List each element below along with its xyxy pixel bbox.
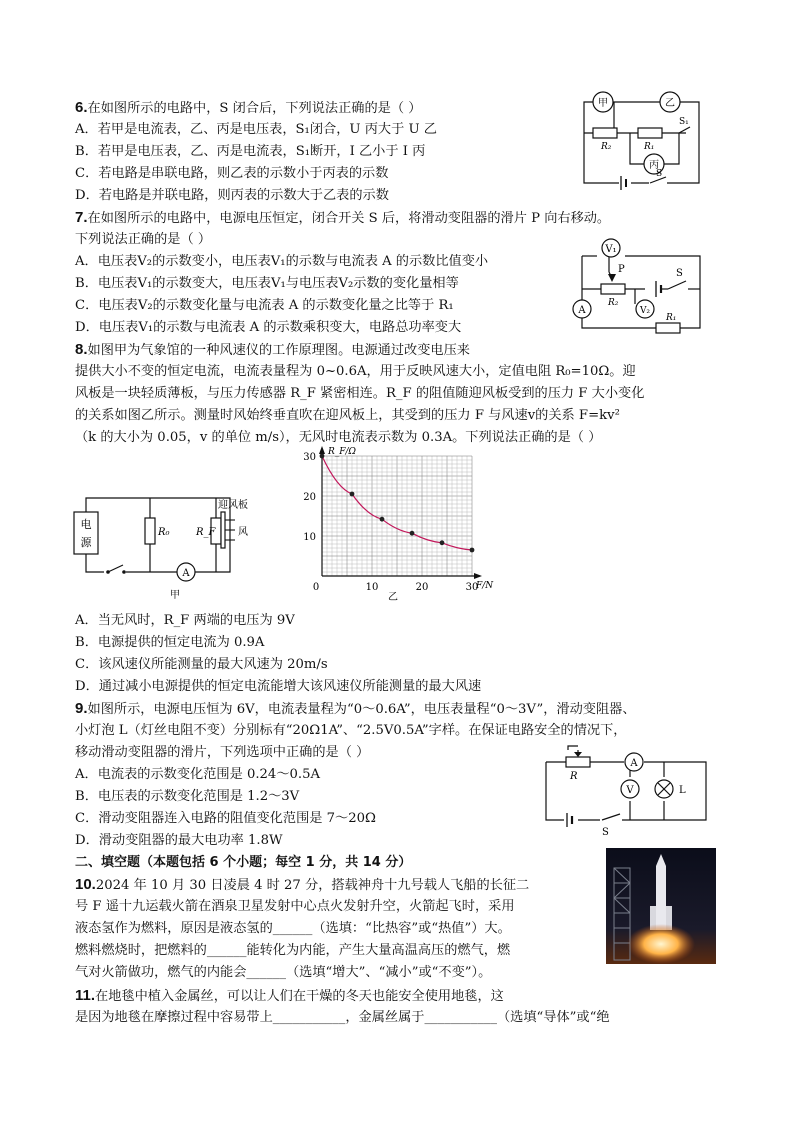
q9-r-label: R	[570, 771, 578, 782]
q6-meter-yi-label: 乙	[665, 98, 675, 109]
chart-y-tick-label: 20	[303, 492, 316, 503]
q7-number: 7.	[75, 209, 88, 226]
q7-ammeter-label: A	[578, 305, 586, 316]
q7-r2-label: R₂	[608, 298, 619, 308]
q6-stem: 在如图所示的电路中，S 闭合后，下列说法正确的是（ ）	[87, 101, 422, 116]
q8-line3: 风板是一块轻质薄板，与压力传感器 R_F 紧密相连。R_F 的阻值随迎风板受到的压力 F 大小变化	[75, 386, 645, 401]
chart-x-tick-label: 20	[415, 582, 429, 593]
q8-line5: （k 的大小为 0.05，v 的单位 m/s），无风时电流表示数为 0.3A。下列说法正确的是（ ）	[75, 430, 602, 445]
q8-option-c[interactable]: C．该风速仪所能测量的最大风速为 20m/s	[75, 657, 328, 672]
q10-line1	[75, 875, 529, 895]
q9-text-line1: 如图所示，电源电压恒为 6V，电流表量程为“0～0.6A”，电压表量程“0～3V”，滑动变阻器、	[87, 702, 636, 717]
q11-line2: 是因为地毯在摩擦过程中容易带上___________，金属丝属于___________（选填“导体”或“绝	[75, 1010, 610, 1025]
q6-s-label: S	[656, 169, 663, 179]
q6-option-b[interactable]: B．若甲是电压表，乙、丙是电流表，S₁断开，I 乙小于 I 丙	[75, 144, 426, 159]
q8-board-label: 迎风板	[218, 500, 248, 511]
q9-option-b[interactable]: B．电压表的示数变化范围是 1.2～3V	[75, 789, 300, 804]
q6-option-c[interactable]: C．若电路是串联电路，则乙表的示数小于丙表的示数	[75, 166, 389, 181]
chart-x-tick-label: 30	[465, 582, 479, 593]
q9-voltmeter-label: V	[626, 785, 634, 796]
q6-meter-jia-label: 甲	[598, 98, 608, 109]
q11-number: 11.	[75, 987, 96, 1004]
q6-option-d[interactable]: D．若电路是并联电路，则丙表的示数大于乙表的示数	[75, 188, 389, 203]
q10-line3: 液态氢作为燃料，原因是液态氢的______（选填：“比热容”或“热值”）大。	[75, 921, 511, 936]
chart-x-tick-label: 10	[365, 582, 379, 593]
q8-option-a[interactable]: A．当无风时，R_F 两端的电压为 9V	[75, 613, 295, 628]
q9-line2: 小灯泡 L（灯丝电阻不变）分别标有“20Ω1A”、“2.5V0.5A”字样。在保证电路安全的情况下，	[75, 723, 627, 738]
q7-stem1: 在如图所示的电路中，电源电压恒定，闭合开关 S 后，将滑动变阻器的滑片 P 向右移动。	[87, 211, 611, 226]
section-2-heading: 二、填空题（本题包括 6 个小题；每空 1 分，共 14 分）	[75, 855, 412, 870]
q8-line1	[75, 340, 470, 360]
q11-line1	[75, 986, 504, 1006]
q9-circuit-figure	[538, 742, 713, 838]
q9-line1	[75, 699, 636, 719]
chart-point	[380, 517, 385, 522]
q9-line3: 移动滑动变阻器的滑片，下列选项中正确的是（ ）	[75, 745, 370, 760]
q8-ammeter-label: A	[182, 568, 190, 579]
q8-option-b[interactable]: B．电源提供的恒定电流为 0.9A	[75, 635, 265, 650]
q7-stem-line1	[75, 208, 610, 228]
chart-point	[470, 548, 475, 553]
q6-number: 6.	[75, 99, 88, 116]
q6-circuit-figure	[574, 88, 714, 200]
q8-r0-label: R₀	[158, 527, 170, 538]
q6-stem-line	[75, 98, 421, 118]
q8-text-line1: 如图甲为气象馆的一种风速仪的工作原理图。电源通过改变电压来	[87, 343, 470, 358]
q8-chart-figure	[292, 442, 512, 604]
q10-text-line1: 2024 年 10 月 30 日凌晨 4 时 27 分，搭载神舟十九号载人飞船的长征二	[95, 878, 530, 893]
q7-option-a[interactable]: A．电压表V₂的示数变小，电压表V₁的示数与电流表 A 的示数比值变小	[75, 254, 489, 269]
q7-slider-p-label: P	[618, 264, 625, 275]
q8-option-d[interactable]: D．通过减小电源提供的恒定电流能增大该风速仪所能测量的最大风速	[75, 679, 482, 694]
q8-wind-label: 风	[238, 527, 248, 538]
q7-r1-label: R₁	[666, 313, 677, 323]
chart-point	[320, 454, 325, 459]
q6-meter-bing-label: 丙	[649, 160, 659, 171]
q7-option-d[interactable]: D．电压表V₁的示数与电流表 A 的示数乘积变大，电路总功率变大	[75, 320, 462, 335]
q6-r2-label: R₂	[601, 142, 612, 152]
q10-line5: 气对火箭做功，燃气的内能会______（选填“增大”、“减小”或“不变”）。	[75, 965, 492, 980]
q8-line2: 提供大小不变的恒定电流，电流表量程为 0~0.6A，用于反映风速大小，定值电阻 R₀=10Ω。迎	[75, 364, 636, 379]
q8-source-top-char: 电	[80, 518, 92, 531]
q6-r1-label: R₁	[644, 142, 655, 152]
q8-source-bottom-char: 源	[80, 536, 92, 549]
q6-option-a[interactable]: A．若甲是电流表，乙、丙是电压表，S₁闭合，U 丙大于 U 乙	[75, 122, 437, 137]
chart-xlabel: F/N	[476, 581, 494, 591]
q7-v2-label: V₂	[639, 306, 651, 316]
q9-number: 9.	[75, 700, 88, 717]
q8-figure-jia	[70, 490, 270, 602]
q8-number: 8.	[75, 341, 88, 358]
q7-option-c[interactable]: C．电压表V₂的示数变化量与电流表 A 的示数变化量之比等于 R₁	[75, 298, 454, 313]
q7-option-b[interactable]: B．电压表V₁的示数变大，电压表V₁与电压表V₂示数的变化量相等	[75, 276, 459, 291]
q9-lamp-label: L	[679, 785, 686, 796]
q7-stem-line2: 下列说法正确的是（ ）	[75, 232, 212, 247]
q7-v1-label: V₁	[605, 244, 617, 255]
q9-ammeter-label: A	[630, 758, 638, 769]
q6-s1-label: S₁	[679, 117, 689, 127]
chart-point	[350, 492, 355, 497]
q9-switch-label: S	[602, 827, 609, 838]
q9-option-d[interactable]: D．滑动变阻器的最大电功率 1.8W	[75, 833, 283, 848]
q8-line4: 的关系如图乙所示。测量时风始终垂直吹在迎风板上，其受到的压力 F 与风速v的关系 F=kv²	[75, 408, 620, 423]
chart-x-tick-label: 0	[312, 582, 320, 593]
q11-text-line1: 在地毯中植入金属丝，可以让人们在干燥的冬天也能安全使用地毯，这	[95, 989, 504, 1004]
chart-ylabel: R_F/Ω	[328, 447, 357, 457]
q10-line4: 燃料燃烧时，把燃料的______能转化为内能，产生大量高温高压的燃气，燃	[75, 943, 511, 958]
q9-option-c[interactable]: C．滑动变阻器连入电路的阻值变化范围是 7～20Ω	[75, 811, 376, 826]
q10-line2: 号 F 遥十九运载火箭在酒泉卫星发射中心点火发射升空，火箭起飞时，采用	[75, 899, 515, 914]
chart-y-tick-label: 30	[303, 452, 316, 463]
chart-point	[440, 540, 445, 545]
chart-point	[410, 531, 415, 536]
q7-switch-s-label: S	[676, 268, 683, 279]
chart-caption: 乙	[388, 592, 398, 603]
chart-y-tick-label: 10	[303, 532, 316, 543]
q9-option-a[interactable]: A．电流表的示数变化范围是 0.24～0.5A	[75, 767, 321, 782]
q7-circuit-figure	[568, 234, 718, 338]
q8-fig-jia-caption: 甲	[170, 590, 180, 601]
rocket-launch-photo	[606, 848, 716, 964]
q10-number: 10.	[75, 876, 96, 893]
q8-rf-label: R_F	[196, 527, 216, 538]
